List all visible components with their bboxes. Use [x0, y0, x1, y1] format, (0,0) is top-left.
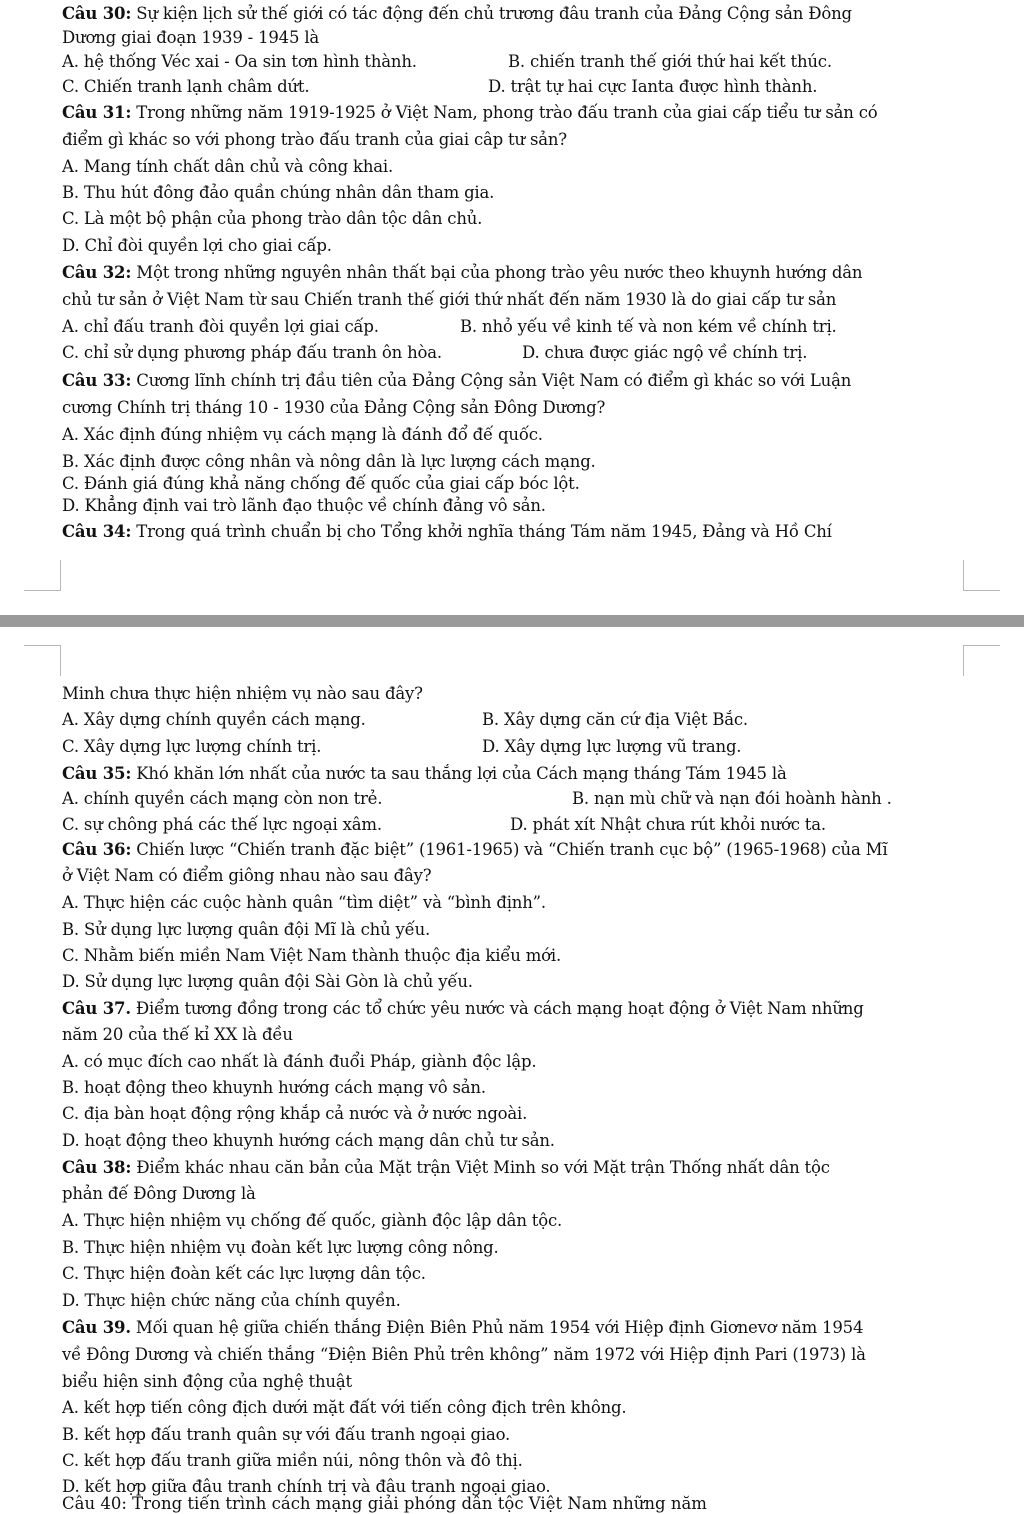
option-b: B. hoạt động theo khuynh hướng cách mạng vô sản.	[62, 1078, 486, 1097]
question-37-line-2: năm 20 của thế kỉ XX là đều	[62, 1025, 293, 1044]
question-31-line-1	[62, 103, 878, 123]
question-text: Một trong những nguyên nhân thất bại của phong trào yêu nước theo khuynh hướng dân	[131, 263, 863, 282]
option-c: C. kết hợp đấu tranh giữa miền núi, nông thôn và đô thị.	[62, 1451, 523, 1470]
question-label: Câu 36:	[62, 840, 132, 859]
option-b: B. nhỏ yếu về kinh tế và non kém về chính trị.	[460, 317, 837, 336]
question-30-line-1	[62, 4, 852, 24]
option-d: D. trật tự hai cực Ianta được hình thành.	[488, 77, 818, 96]
question-34-options-row-1	[62, 710, 962, 730]
option-d: D. Xây dựng lực lượng vũ trang.	[482, 737, 742, 756]
option-d: D. kết hợp giữa đâu tranh chính trị và đâu tranh ngoại giao.	[62, 1477, 551, 1496]
question-33-line-1	[62, 371, 851, 391]
question-40-cropped-line	[62, 1494, 962, 1514]
question-37-line-1	[62, 999, 864, 1019]
question-text: Trong quá trình chuẩn bị cho Tổng khởi nghĩa tháng Tám năm 1945, Đảng và Hồ Chí	[131, 522, 832, 541]
option-d: D. Thực hiện chức năng của chính quyền.	[62, 1291, 401, 1310]
question-35-line-1	[62, 764, 787, 784]
option-c: C. Xây dựng lực lượng chính trị.	[62, 737, 322, 756]
question-text: Trong những năm 1919-1925 ở Việt Nam, phong trào đấu tranh của giai cấp tiểu tư sản có	[131, 103, 878, 122]
question-text: Câu 40: Trong tiến trình cách mạng giải phóng dân tộc Việt Nam những năm	[62, 1494, 707, 1513]
option-b: B. Thu hút đông đảo quần chúng nhân dân tham gia.	[62, 183, 495, 202]
option-c: C. Nhằm biến miền Nam Việt Nam thành thuộc địa kiểu mới.	[62, 946, 562, 965]
option-a: A. chính quyền cách mạng còn non trẻ.	[62, 789, 383, 808]
option-a: A. hệ thống Véc xai - Oa sin tơn hình thành.	[62, 52, 417, 71]
question-30-line-2: Dương giai đoạn 1939 - 1945 là	[62, 28, 320, 47]
option-b: B. Sử dụng lực lượng quân đội Mĩ là chủ yếu.	[62, 920, 431, 939]
page-separator	[0, 615, 1024, 627]
question-31-line-2: điểm gì khác so với phong trào đấu tranh của giai câp tư sản?	[62, 130, 567, 149]
option-a: A. Thực hiện nhiệm vụ chống đế quốc, giành độc lập dân tộc.	[62, 1211, 563, 1230]
question-text: Sự kiện lịch sử thế giới có tác động đến chủ trương đâu tranh của Đảng Cộng sản Đông	[131, 4, 852, 23]
question-34-options-row-2	[62, 737, 962, 757]
question-39-line-3: biểu hiện sinh động của nghệ thuật	[62, 1372, 352, 1391]
question-text: Cương lĩnh chính trị đầu tiên của Đảng Cộng sản Việt Nam có điểm gì khác so với Luận	[131, 371, 852, 390]
question-label: Câu 33:	[62, 371, 132, 390]
option-a: A. Xác định đúng nhiệm vụ cách mạng là đánh đổ đế quốc.	[62, 425, 543, 444]
option-b: B. nạn mù chữ và nạn đói hoành hành .	[572, 789, 892, 808]
question-34-line-1	[62, 522, 832, 542]
question-36-line-1	[62, 840, 887, 860]
option-c: C. chỉ sử dụng phương pháp đấu tranh ôn hòa.	[62, 343, 442, 362]
question-34-line-2: Minh chưa thực hiện nhiệm vụ nào sau đây?	[62, 684, 423, 703]
question-38-line-2: phản đế Đông Dương là	[62, 1184, 256, 1203]
option-c: C. địa bàn hoạt động rộng khắp cả nước và ở nước ngoài.	[62, 1104, 528, 1123]
question-36-line-2: ở Việt Nam có điểm giông nhau nào sau đây?	[62, 866, 432, 885]
page-corner-mark	[24, 560, 61, 591]
question-32-line-2: chủ tư sản ở Việt Nam từ sau Chiến tranh thế giới thứ nhất đến năm 1930 là do giai cấp tư sản	[62, 290, 837, 309]
option-c: C. Thực hiện đoàn kết các lực lượng dân tộc.	[62, 1264, 426, 1283]
option-d: D. phát xít Nhật chưa rút khỏi nước ta.	[510, 815, 826, 834]
question-text: Điểm tương đồng trong các tổ chức yêu nước và cách mạng hoạt động ở Việt Nam những	[130, 999, 864, 1018]
option-b: B. kết hợp đấu tranh quân sự với đấu tranh ngoại giao.	[62, 1425, 511, 1444]
question-30-options-row-1	[62, 52, 962, 72]
question-33-line-2: cương Chính trị tháng 10 - 1930 của Đảng Cộng sản Đông Dương?	[62, 398, 606, 417]
question-text: Mối quan hệ giữa chiến thắng Điện Biên Phủ năm 1954 với Hiệp định Giơnevơ năm 1954	[130, 1318, 864, 1337]
question-32-line-1	[62, 263, 862, 283]
option-b: B. Xây dựng căn cứ địa Việt Bắc.	[482, 710, 748, 729]
page-corner-mark	[963, 560, 1000, 591]
option-d: D. Chỉ đòi quyền lợi cho giai cấp.	[62, 236, 332, 255]
question-35-options-row-2	[62, 815, 962, 835]
question-38-line-1	[62, 1158, 830, 1178]
question-label: Câu 32:	[62, 263, 132, 282]
option-d: D. Khẳng định vai trò lãnh đạo thuộc về chính đảng vô sản.	[62, 496, 546, 515]
question-label: Câu 37.	[62, 999, 131, 1018]
question-32-options-row-1	[62, 317, 962, 337]
page-corner-mark	[963, 645, 1000, 676]
option-a: A. Mang tính chất dân chủ và công khai.	[62, 157, 394, 176]
option-a: A. Xây dựng chính quyền cách mạng.	[62, 710, 366, 729]
option-d: D. chưa được giác ngộ về chính trị.	[522, 343, 808, 362]
option-b: B. chiến tranh thế giới thứ hai kết thúc.	[508, 52, 832, 71]
option-b: B. Xác định được công nhân và nông dân là lực lượng cách mạng.	[62, 452, 596, 471]
question-39-line-2: về Đông Dương và chiến thắng “Điện Biên Phủ trên không” năm 1972 với Hiệp định Pari (1973) là	[62, 1345, 866, 1364]
option-c: C. Là một bộ phận của phong trào dân tộc dân chủ.	[62, 209, 483, 228]
question-label: Câu 35:	[62, 764, 132, 783]
question-label: Câu 34:	[62, 522, 132, 541]
option-c: C. Chiến tranh lạnh châm dứt.	[62, 77, 310, 96]
option-a: A. có mục đích cao nhất là đánh đuổi Pháp, giành độc lập.	[62, 1052, 537, 1071]
option-a: A. Thực hiện các cuộc hành quân “tìm diệt” và “bình định”.	[62, 893, 546, 912]
question-label: Câu 38:	[62, 1158, 132, 1177]
question-label: Câu 39.	[62, 1318, 131, 1337]
question-39-line-1	[62, 1318, 863, 1338]
option-a: A. chỉ đấu tranh đòi quyền lợi giai cấp.	[62, 317, 379, 336]
option-c: C. Đánh giá đúng khả năng chống đế quốc của giai cấp bóc lột.	[62, 474, 580, 493]
option-a: A. kết hợp tiến công địch dưới mặt đất với tiến công địch trên không.	[62, 1398, 627, 1417]
question-text: Khó khăn lớn nhất của nước ta sau thắng lợi của Cách mạng tháng Tám 1945 là	[131, 764, 787, 783]
option-b: B. Thực hiện nhiệm vụ đoàn kết lực lượng công nông.	[62, 1238, 499, 1257]
question-text: Chiến lược “Chiến tranh đặc biệt” (1961-1965) và “Chiến tranh cục bộ” (1965-1968) của Mĩ	[131, 840, 888, 859]
question-label: Câu 31:	[62, 103, 132, 122]
question-32-options-row-2	[62, 343, 962, 363]
question-text: Điểm khác nhau căn bản của Mặt trận Việt Minh so với Mặt trận Thống nhất dân tộc	[131, 1158, 830, 1177]
option-d: D. Sử dụng lực lượng quân đội Sài Gòn là chủ yếu.	[62, 972, 473, 991]
question-30-options-row-2	[62, 77, 962, 97]
option-d: D. hoạt động theo khuynh hướng cách mạng dân chủ tư sản.	[62, 1131, 555, 1150]
option-c: C. sự chông phá các thế lực ngoại xâm.	[62, 815, 382, 834]
page-corner-mark	[24, 645, 61, 676]
question-label: Câu 30:	[62, 4, 132, 23]
question-35-options-row-1	[62, 789, 962, 809]
